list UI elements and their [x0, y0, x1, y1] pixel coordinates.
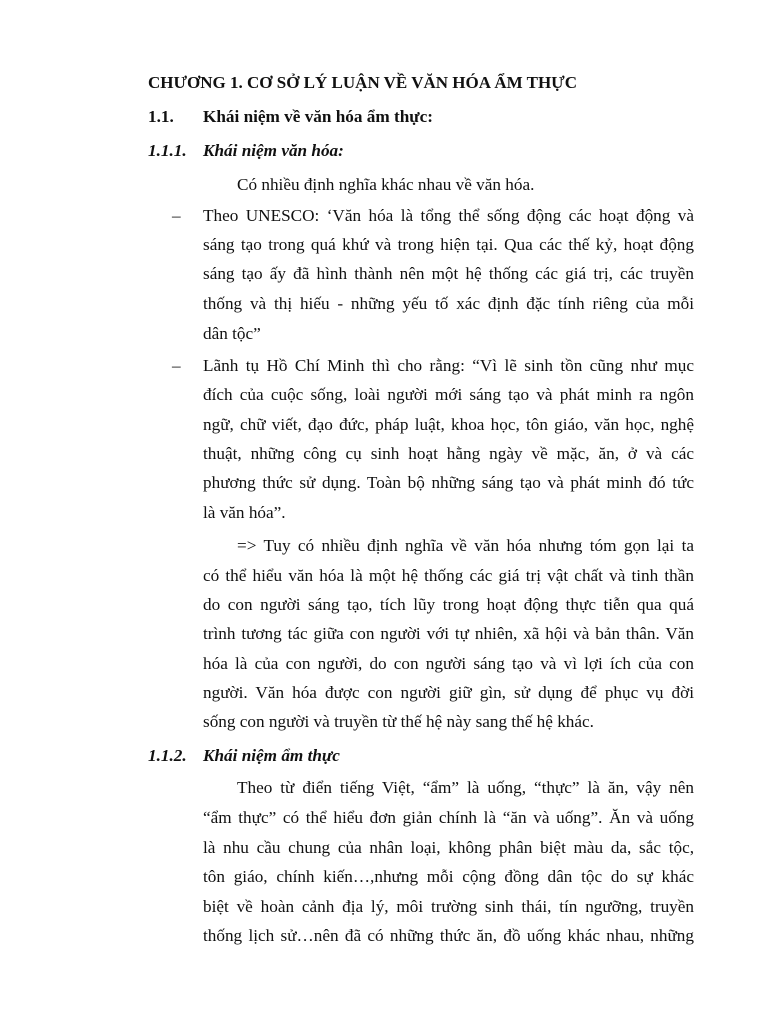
section-1-1-title: Khái niệm về văn hóa ẩm thực:	[203, 107, 433, 126]
conclusion-line: trình tương tác giữa con người với tự nhiên, xã hội và bản thân. Văn	[203, 624, 694, 643]
conclusion-line: người. Văn hóa được con người giữ gìn, sử dụng để phục vụ đời	[203, 683, 694, 702]
section-1-1-2-title: Khái niệm ẩm thực	[203, 746, 340, 765]
hcm-line: Lãnh tụ Hồ Chí Minh thì cho rằng: “Vì lẽ sinh tồn cũng như mục	[203, 356, 694, 375]
hcm-line: ngữ, chữ viết, đạo đức, pháp luật, khoa học, tôn giáo, văn học, nghệ	[203, 415, 694, 434]
hcm-line: là văn hóa”.	[203, 503, 286, 522]
hcm-line: phương thức sử dụng. Toàn bộ những sáng tạo và phát minh đó tức	[203, 473, 694, 492]
am-thuc-line: biệt về hoàn cảnh địa lý, môi trường sinh thái, tín ngưỡng, truyền	[203, 897, 694, 916]
hcm-line: thuật, những công cụ sinh hoạt hằng ngày về mặc, ăn, ở và các	[203, 444, 694, 463]
conclusion-line: hóa là của con người, do con người sáng tạo và vì lợi ích của con	[203, 654, 694, 673]
bullet-dash-unesco: –	[172, 206, 181, 225]
bullet-dash-hcm: –	[172, 356, 181, 375]
section-1-1-1-number: 1.1.1.	[148, 141, 187, 160]
unesco-line: sáng tạo ấy đã hình thành nên một hệ thống các giá trị, các truyền	[203, 264, 694, 283]
conclusion-line: có thể hiểu văn hóa là một hệ thống các giá trị vật chất và tinh thần	[203, 566, 694, 585]
unesco-line: sáng tạo trong quá khứ và trong hiện tại. Qua các thế kỷ, hoạt động	[203, 235, 694, 254]
section-1-1-2-number: 1.1.2.	[148, 746, 187, 765]
am-thuc-line: là nhu cầu chung của nhân loại, không phân biệt màu da, sắc tộc,	[203, 838, 694, 857]
am-thuc-line: “ẩm thực” có thể hiểu đơn giản chính là “ăn và uống”. Ăn và uống	[203, 808, 694, 827]
unesco-line: thống và thị hiếu - những yếu tố xác định đặc tính riêng của mỗi	[203, 294, 694, 313]
intro-sentence: Có nhiều định nghĩa khác nhau về văn hóa.	[237, 175, 535, 194]
section-1-1-number: 1.1.	[148, 107, 174, 126]
unesco-line: dân tộc”	[203, 324, 261, 343]
am-thuc-line: Theo từ điển tiếng Việt, “ẩm” là uống, “thực” là ăn, vậy nên	[237, 778, 694, 797]
chapter-title: CHƯƠNG 1. CƠ SỞ LÝ LUẬN VỀ VĂN HÓA ẨM THỰC	[148, 73, 577, 92]
section-1-1-1-title: Khái niệm văn hóa:	[203, 141, 344, 160]
unesco-line: Theo UNESCO: ‘Văn hóa là tổng thể sống động các hoạt động và	[203, 206, 694, 225]
am-thuc-line: tôn giáo, chính kiến…,nhưng mỗi cộng đồng dân tộc do sự khác	[203, 867, 694, 886]
conclusion-line: => Tuy có nhiều định nghĩa về văn hóa nhưng tóm gọn lại ta	[237, 536, 694, 555]
conclusion-line: do con người sáng tạo, tích lũy trong hoạt động thực tiễn qua quá	[203, 595, 694, 614]
am-thuc-line: thống lịch sử…nên đã có những thức ăn, đồ uống khác nhau, những	[203, 926, 694, 945]
conclusion-line: sống con người và truyền từ thế hệ này sang thế hệ khác.	[203, 712, 594, 731]
hcm-line: đích của cuộc sống, loài người mới sáng tạo và phát minh ra ngôn	[203, 385, 694, 404]
